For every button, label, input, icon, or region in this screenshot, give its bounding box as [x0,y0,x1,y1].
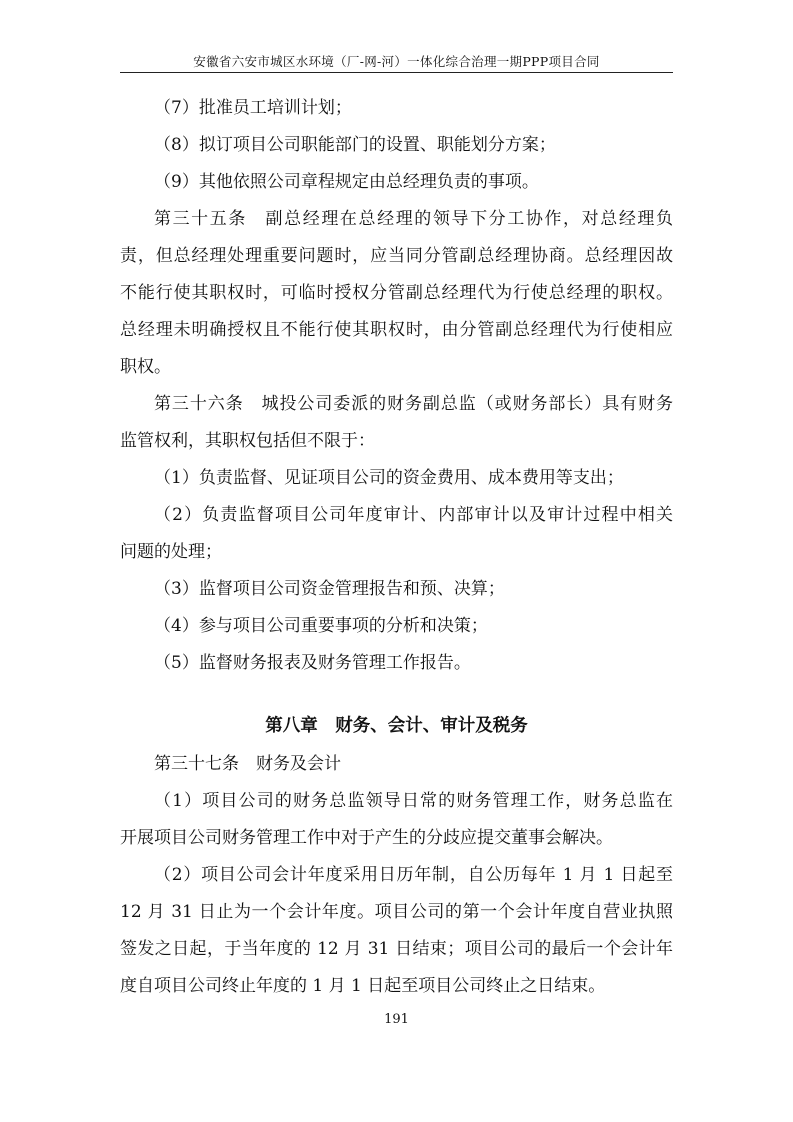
header-divider [120,72,673,73]
article-35-line-4: 总经理未明确授权且不能行使其职权时，由分管副总经理代为行使相应 [120,320,673,340]
article-37-item-2-line-2: 12 月 31 日止为一个会计年度。项目公司的第一个会计年度自营业执照 [120,902,673,922]
list-item-5: （5）监督财务报表及财务管理工作报告。 [154,653,471,673]
running-header: 安徽省六安市城区水环境（厂-网-河）一体化综合治理一期PPP项目合同 [193,54,600,69]
article-37-item-2-line-4: 度自项目公司终止年度的 1 月 1 日起至项目公司终止之日结束。 [120,976,606,996]
chapter-heading: 第八章 财务、会计、审计及税务 [265,716,528,736]
article-36-line-2: 监管权利，其职权包括但不限于： [120,431,375,451]
list-item-2-line-2: 问题的处理； [120,542,222,562]
list-item-2-line-1: （2）负责监督项目公司年度审计、内部审计以及审计过程中相关 [154,505,673,525]
list-item-9: （9）其他依照公司章程规定由总经理负责的事项。 [154,172,539,192]
list-item-8: （8）拟订项目公司职能部门的设置、职能划分方案； [154,135,556,155]
article-37-item-1-line-1: （1）项目公司的财务总监领导日常的财务管理工作，财务总监在 [154,791,673,811]
article-35-line-5: 职权。 [120,357,171,377]
article-37-heading: 第三十七条 财务及会计 [154,754,341,774]
article-35-line-1: 第三十五条 副总经理在总经理的领导下分工协作，对总经理负 [154,209,673,229]
list-item-7: （7）批准员工培训计划； [154,98,352,118]
list-item-1: （1）负责监督、见证项目公司的资金费用、成本费用等支出； [154,468,624,488]
article-35-line-3: 不能行使其职权时，可临时授权分管副总经理代为行使总经理的职权。 [120,283,673,303]
article-37-item-1-line-2: 开展项目公司财务管理工作中对于产生的分歧应提交董事会解决。 [120,828,613,848]
article-37-item-2-line-3: 签发之日起，于当年度的 12 月 31 日结束；项目公司的最后一个会计年 [120,939,673,959]
page-number: 191 [384,1012,409,1027]
article-36-line-1: 第三十六条 城投公司委派的财务副总监（或财务部长）具有财务 [154,394,673,414]
list-item-4: （4）参与项目公司重要事项的分析和决策； [154,616,488,636]
article-35-line-2: 责，但总经理处理重要问题时，应当同分管副总经理协商。总经理因故 [120,246,673,266]
article-37-item-2-line-1: （2）项目公司会计年度采用日历年制，自公历每年 1 月 1 日起至 [154,865,673,885]
list-item-3: （3）监督项目公司资金管理报告和预、决算； [154,579,505,599]
